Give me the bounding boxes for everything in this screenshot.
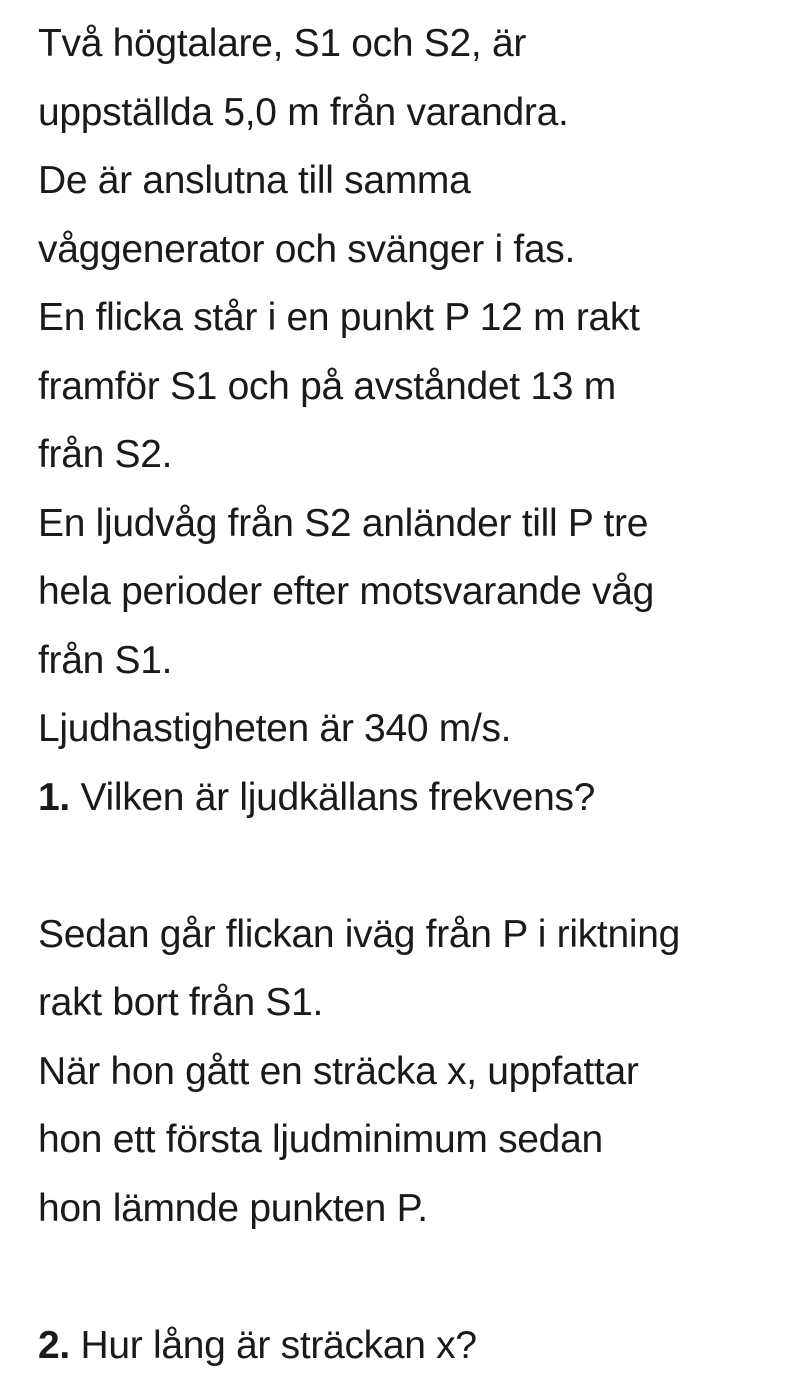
question-number: 2. [38, 1324, 70, 1367]
text-line: rakt bort från S1. [38, 969, 788, 1038]
question-2 [38, 1312, 788, 1380]
text-line: framför S1 och på avståndet 13 m [38, 353, 788, 422]
text-line: hon ett första ljudminimum sedan [38, 1106, 788, 1175]
text-line: De är anslutna till samma [38, 147, 788, 216]
text-line: våggenerator och svänger i fas. [38, 216, 788, 285]
text-line: uppställda 5,0 m från varandra. [38, 79, 788, 148]
question-1 [38, 764, 788, 833]
problem-text [38, 10, 788, 1380]
text-line: Två högtalare, S1 och S2, är [38, 10, 788, 79]
question-text: Hur lång är sträckan x? [70, 1324, 477, 1367]
question-number: 1. [38, 776, 70, 819]
text-line: hon lämnde punkten P. [38, 1175, 788, 1244]
text-line: Ljudhastigheten är 340 m/s. [38, 695, 788, 764]
spacer [38, 832, 788, 901]
text-line: När hon gått en sträcka x, uppfattar [38, 1038, 788, 1107]
spacer [38, 1243, 788, 1312]
text-line: från S1. [38, 627, 788, 696]
text-line: En flicka står i en punkt P 12 m rakt [38, 284, 788, 353]
text-line: från S2. [38, 421, 788, 490]
text-line: Sedan går flickan iväg från P i riktning [38, 901, 788, 970]
question-text: Vilken är ljudkällans frekvens? [70, 776, 595, 819]
text-line: hela perioder efter motsvarande våg [38, 558, 788, 627]
text-line: En ljudvåg från S2 anländer till P tre [38, 490, 788, 559]
